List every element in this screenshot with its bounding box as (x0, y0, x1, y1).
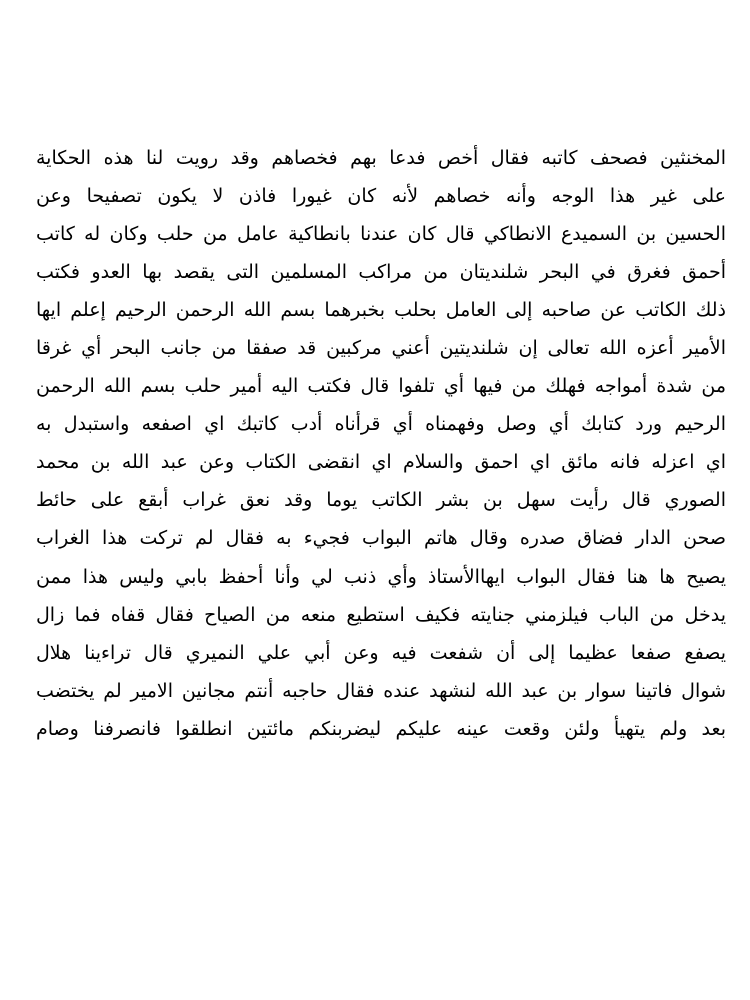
text-line: ذلك الكاتب عن صاحبه إلى العامل بحلب بخبرهما بسم الله الرحمن الرحيم إعلم ايها (36, 299, 726, 322)
text-line: الرحيم ورد كتابك أي وصل وفهمناه أي قرأناه أدب كاتبك اي اصفعه واستبدل به (36, 413, 726, 436)
text-line: يصفع صفعا عظيما إلى أن شفعت فيه وعن أبي علي النميري قال تراءينا هلال (36, 641, 726, 664)
text-line: أحمق فغرق في البحر شلنديتان من مراكب المسلمين التى يقصد بها العدو فكتب (36, 261, 726, 284)
text-line: المخنثين فصحف كاتبه فقال أخص فدعا بهم فخصاهم وقد رويت لنا هذه الحكاية (36, 147, 726, 169)
text-line: على غير هذا الوجه وأنه خصاهم لأنه كان غيورا فاذن لا يكون تصفيحا وعن (36, 185, 726, 208)
text-line: الصوري قال رأيت سهل بن بشر الكاتب يوما وقد نعق غراب أبقع على حائط (36, 489, 726, 512)
text-line: يصيح ها هنا فقال البواب ايهاالأستاذ وأي ذنب لي وأنا أحفظ بابي وليس هذا ممن (36, 565, 726, 588)
text-line: بعد ولم يتهيأ ولئن وقعت عينه عليكم ليضربنكم مائتين انطلقوا فانصرفنا وصام (36, 717, 726, 740)
text-line: الأمير أعزه الله تعالى إن شلنديتين أعني مركبين قد صفقا من جانب البحر أي غرقا (36, 337, 726, 360)
text-line: الحسين بن السميدع الانطاكي قال كان عندنا بانطاكية عامل من حلب وكان له كاتب (36, 223, 726, 246)
text-line: اي اعزله فانه مائق اي احمق والسلام اي انقضى الكتاب وعن عبد الله بن محمد (36, 451, 726, 474)
text-line: يدخل من الباب فيلزمني جنايته فكيف استطيع منعه من الصياح فقال قفاه فما زال (36, 603, 726, 626)
body-text (36, 139, 726, 748)
text-line: من شدة أمواجه فهلك من فيها أي تلفوا قال فكتب اليه أمير حلب بسم الله الرحمن (36, 375, 726, 398)
text-line: شوال فاتينا سوار بن عبد الله لنشهد عنده فقال حاجبه أنتم مجانين الامير لم يختضب (36, 679, 726, 702)
text-line: صحن الدار فضاق صدره وقال هاتم البواب فجيء به فقال لم تركت هذا الغراب (36, 527, 726, 550)
